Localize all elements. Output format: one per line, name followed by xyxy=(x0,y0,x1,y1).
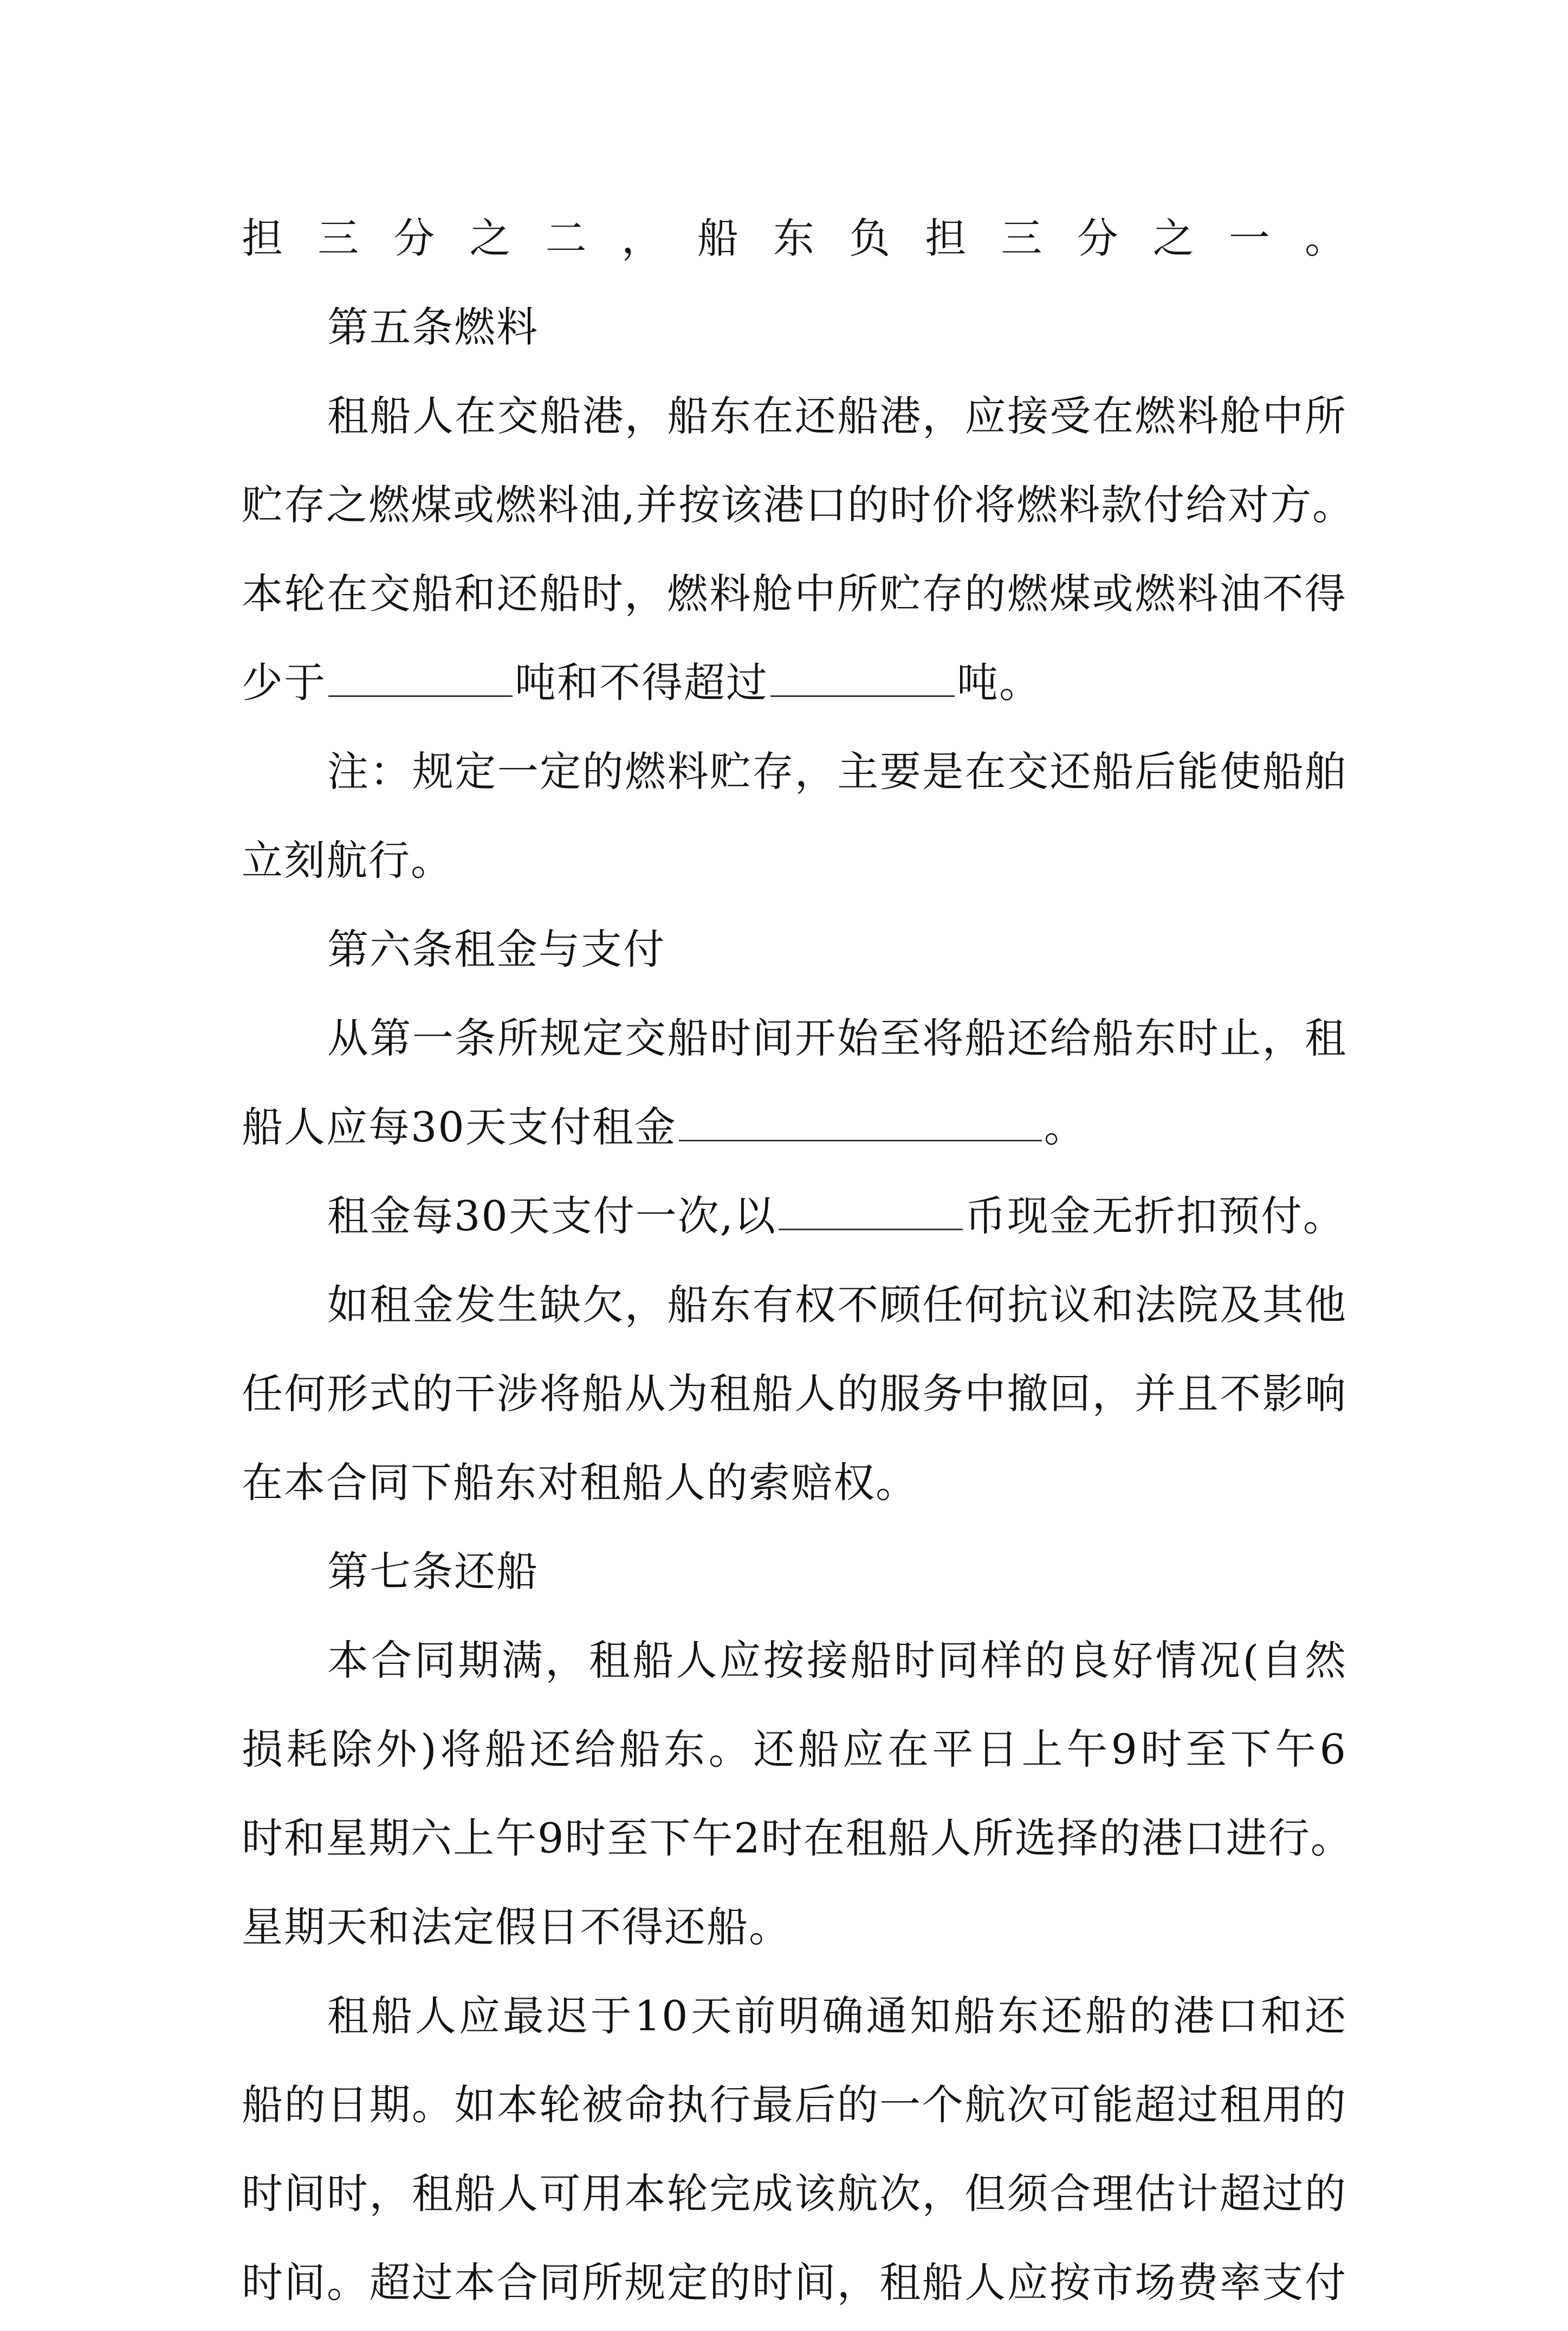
paragraph-line: 租船人在交船港，船东在还船港，应接受在燃料舱中所 xyxy=(327,392,1347,440)
paragraph-line-with-blanks xyxy=(242,1087,1347,1176)
paragraph-line: 时间。超过本合同所规定的时间，租船人应按市场费率支付 xyxy=(242,2258,1347,2307)
fill-in-blank-max-fuel[interactable] xyxy=(770,660,955,697)
section-heading-redelivery: 第七条还船 xyxy=(327,1547,539,1596)
paragraph-line: 时和星期六上午9时至下午2时在租船人所选择的港口进行。 xyxy=(242,1814,1353,1862)
paragraph-line: 星期天和法定假日不得还船。 xyxy=(242,1903,791,1951)
paragraph-line: 如租金发生缺欠，船东有权不顾任何抗议和法院及其他 xyxy=(327,1281,1347,1329)
fill-in-blank-hire-amount[interactable] xyxy=(679,1104,1042,1141)
paragraph-line: 担三分之二，船东负担三分之一。 xyxy=(242,214,1347,262)
document-body xyxy=(242,198,1355,2331)
line-text: 。 xyxy=(1044,1103,1086,1151)
fill-in-blank-min-fuel[interactable] xyxy=(328,660,513,697)
line-text: 吨和不得超过 xyxy=(515,658,768,707)
paragraph-line: 贮存之燃煤或燃料油,并按该港口的时价将燃料款付给对方。 xyxy=(242,481,1355,529)
line-text: 少于 xyxy=(242,658,326,707)
paragraph-line: 损耗除外)将船还给船东。还船应在平日上午9时至下午6 xyxy=(242,1725,1347,1773)
paragraph-line: 本轮在交船和还船时，燃料舱中所贮存的燃煤或燃料油不得 xyxy=(242,570,1347,618)
paragraph-line: 船的日期。如本轮被命执行最后的一个航次可能超过租用的 xyxy=(242,2081,1347,2129)
line-text: 租金每30天支付一次,以 xyxy=(327,1192,776,1240)
paragraph-line-with-blanks xyxy=(242,1176,1347,1264)
line-text: 币现金无折扣预付。 xyxy=(964,1192,1345,1240)
section-heading-fuel: 第五条燃料 xyxy=(327,303,539,351)
paragraph-line: 时间时，租船人可用本轮完成该航次，但须合理估计超过的 xyxy=(242,2169,1347,2218)
paragraph-line: 任何形式的干涉将船从为租船人的服务中撤回，并且不影响 xyxy=(242,1370,1347,1418)
fill-in-blank-currency[interactable] xyxy=(779,1193,963,1230)
paragraph-line: 从第一条所规定交船时间开始至将船还给船东时止，租 xyxy=(327,1014,1347,1062)
paragraph-line: 本合同期满，租船人应按接船时同样的良好情况(自然 xyxy=(327,1636,1347,1684)
line-text: 船人应每30天支付租金 xyxy=(242,1103,677,1151)
paragraph-line: 租船人应最迟于10天前明确通知船东还船的港口和还 xyxy=(327,1992,1347,2040)
note-line: 注：规定一定的燃料贮存，主要是在交还船后能使船舶 xyxy=(327,747,1347,796)
line-text: 吨。 xyxy=(957,658,1041,707)
section-heading-hire-payment: 第六条租金与支付 xyxy=(327,925,665,973)
paragraph-line: 在本合同下船东对租船人的索赔权。 xyxy=(242,1458,918,1507)
note-line: 立刻航行。 xyxy=(242,836,453,884)
paragraph-line-with-blanks xyxy=(242,642,1347,731)
